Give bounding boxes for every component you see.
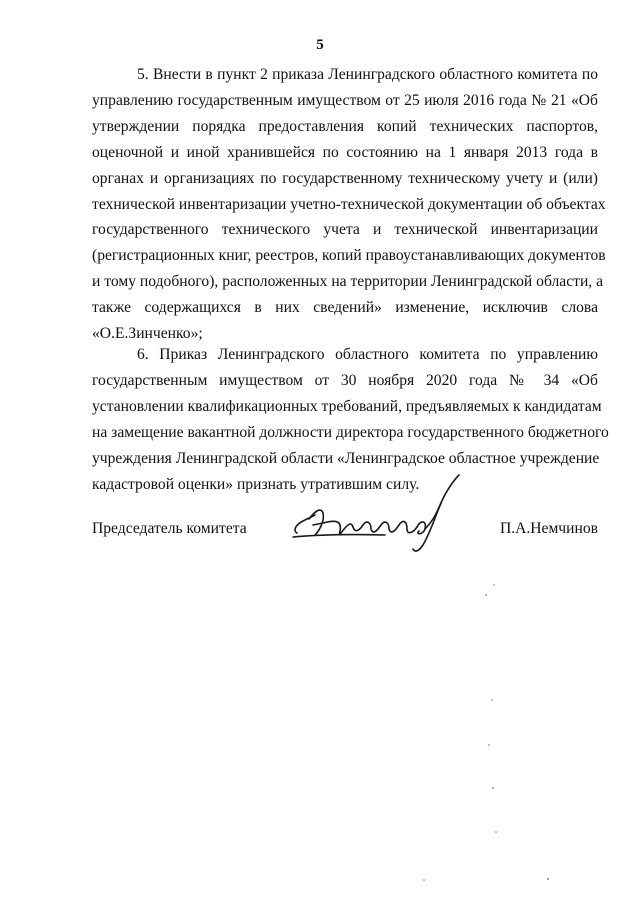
paragraph-line: также содержащихся в них сведений» изменение, исключив слова (92, 299, 598, 317)
paragraph-line: установлении квалификационных требований, предъявляемых к кандидатам (92, 397, 602, 415)
paragraph-line: 5. Внести в пункт 2 приказа Ленинградского областного комитета по (137, 66, 598, 83)
paragraph-line: учреждения Ленинградской области «Ленинградское областное учреждение (92, 449, 600, 467)
signatory-name: П.А.Немчинов (499, 520, 598, 537)
paragraph-line: кадастровой оценки» признать утратившим силу. (92, 475, 420, 493)
handwritten-signature (285, 473, 465, 553)
paragraph-line: государственным имуществом от 30 ноября 2020 года № 34 «Об (92, 371, 598, 389)
paragraph-line: технической инвентаризации учетно-технической документации об объектах (92, 195, 606, 213)
paragraph-line: и тому подобного), расположенных на территории Ленинградской области, а (92, 273, 604, 291)
paragraph-line: государственного технического учета и технической инвентаризации (92, 221, 598, 239)
paragraph-line: «О.Е.Зинченко»; (92, 325, 203, 343)
paragraph-line: управлению государственным имуществом от 25 июля 2016 года № 21 «Об (92, 91, 598, 109)
paragraph-5 (92, 62, 606, 347)
paragraph-line: на замещение вакантной должности директора государственного бюджетного (92, 423, 609, 441)
paragraph-line: органах и организациях по государственному техническому учету и (или) (92, 169, 598, 187)
page-number: 5 (316, 37, 324, 53)
signatory-title: Председатель комитета (92, 520, 247, 537)
paragraph-line: 6. Приказ Ленинградского областного комитета по управлению (137, 346, 598, 363)
paragraph-line: оценочной и иной хранившейся по состоянию на 1 января 2013 года в (92, 143, 598, 161)
paragraph-line: (регистрационных книг, реестров, копий правоустанавливающих документов (92, 247, 606, 265)
paragraph-line: утверждении порядка предоставления копий технических паспортов, (92, 117, 598, 135)
